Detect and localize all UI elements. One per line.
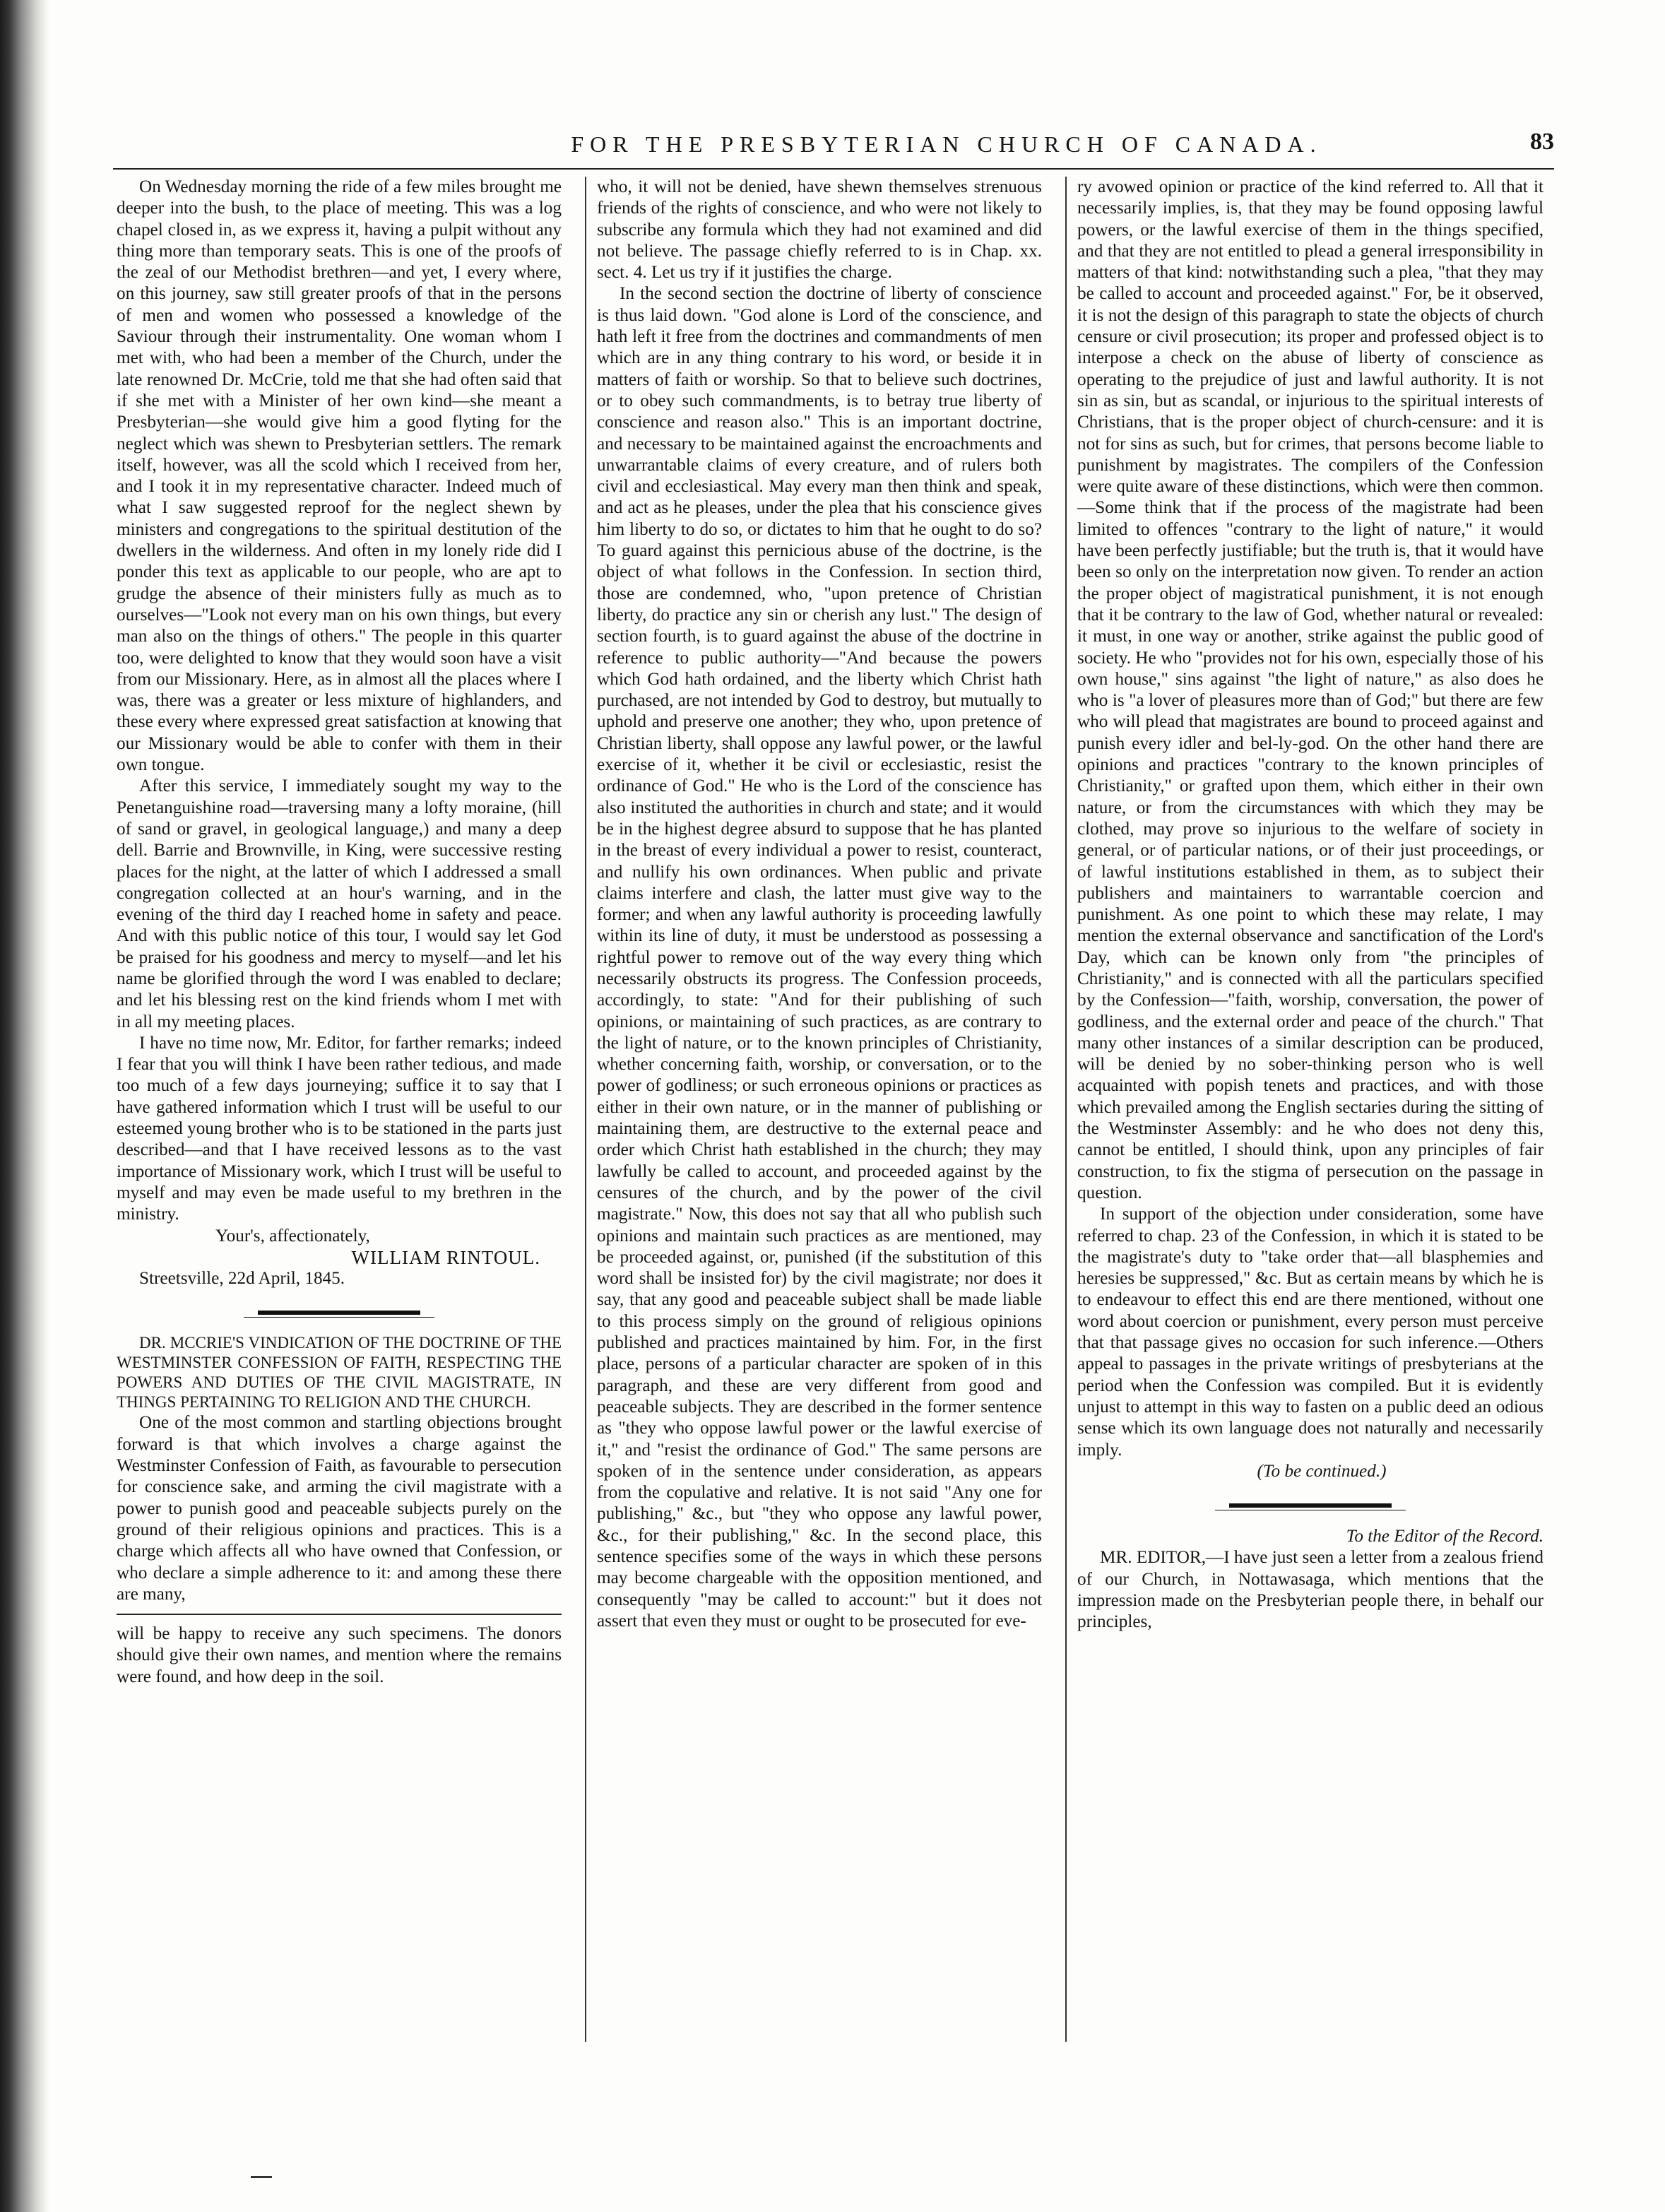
letter-heading: To the Editor of the Record.: [1346, 1527, 1543, 1546]
page-number: 83: [1530, 129, 1554, 155]
header-rule: [113, 168, 1554, 170]
paragraph: In support of the objection under consideration, some have referred to chap. 23 of the Confession, in which it is stated to be the magistrate's duty to "take order that—all blasphemies and heresies be suppressed," &c. But as certain means by which he is to endeavour to effect this end are there mentioned, without one word about coercion or punishment, every person must perceive that that passage gives no occasion for such inference.—Others appeal to passages in the private writings of presbyterians at the period when the Confession was compiled. But it is evidently unjust to attempt in this way to fasten on a public deed an odious sense which its own language does not naturally and necessarily imply.: [1077, 1205, 1543, 1460]
column-divider: [585, 177, 586, 2042]
signature: WILLIAM RINTOUL.: [351, 1246, 540, 1268]
print-mark: [251, 2176, 272, 2178]
column-divider: [1065, 177, 1067, 2042]
salutation: Your's, affectionately,: [215, 1226, 370, 1246]
paragraph: On Wednesday morning the ride of a few miles brought me deeper into the bush, to the place of meeting. This was a log chapel closed in, as we express it, having a pulpit without any thing more than temporary seats. This is one of the proofs of the zeal of our Methodist brethren—and yet, I every where, on this journey, saw still greater proofs of that in the persons of men and women who possessed a knowledge of the Saviour through their instrumentality. One woman whom I met with, who had been a member of the Church, under the late renowned Dr. McCrie, told me that she had often said that if she met with a Minister of her own kind—she meant a Presbyterian—she would give him a good flyting for the neglect which was shewn to Presbyterian settlers. The remark itself, however, was all the scold which I received from her, and I took it in my representative character. Indeed much of what I saw suggested reproof for the neglect shewn by ministers and congregations to the spiritual destitution of the dwellers in the wilderness. And often in my lonely ride did I ponder this text as applicable to our people, who are apt to grudge the absence of their ministers fully as much as to ourselves—"Look not every man on his own things, but every man also on the things of others." The people in this quarter too, were delighted to know that they would soon have a visit from our Missionary. Here, as in almost all the places where I was, there was a greater or less mixture of highlanders, and these every where expressed great satisfaction at knowing that our Missionary would be able to confer with them in their own tongue.: [117, 177, 562, 775]
paragraph: After this service, I immediately sought my way to the Penetanguishine road—traversing many a lofty moraine, (hill of sand or gravel, in geological language,) and many a deep dell. Barrie and Brownville, in King, were successive resting places for the night, at the latter of which I addressed a small congregation collected at an hour's warning, and in the evening of the third day I reached home in safety and peace. And with this public notice of this tour, I would say let God be praised for his goodness and mercy to myself—and let his name be glorified through the word I was enabled to declare; and let his blessing rest on the kind friends whom I met with in all my meeting places.: [117, 776, 562, 1031]
paragraph: I have no time now, Mr. Editor, for farther remarks; indeed I fear that you will think I have been rather tedious, and made too much of a few days journeying; suffice it to say that I have gathered information which I trust will be useful to our esteemed young brother who is to be stationed in the parts just described—and that I have received lessons as to the vast importance of Missionary work, which I trust will be useful to myself and may even be made useful to my brethren in the ministry.: [117, 1033, 562, 1224]
section-divider: [1229, 1503, 1392, 1508]
paragraph: MR. EDITOR,—I have just seen a letter from a zealous friend of our Church, in Nottawasaga, which mentions that the impression made on the Presbyterian people there, in behalf our principles,: [1077, 1548, 1543, 1632]
to-be-continued: (To be continued.): [1257, 1461, 1387, 1481]
page-binding-edge: [0, 0, 49, 2212]
footnote-rule: [117, 1614, 562, 1615]
footnote: will be happy to receive any such specimens. The donors should give their own names, and mention where the remains were found, and how deep in the soil.: [117, 1624, 562, 1686]
place-date: Streetsville, 22d April, 1845.: [139, 1269, 345, 1289]
section-divider: [258, 1311, 420, 1315]
paragraph: who, it will not be denied, have shewn themselves strenuous friends of the rights of conscience, and who were not likely to subscribe any formula which they had not examined and did not believe. The passage chiefly referred to is in Chap. xx. sect. 4. Let us try if it justifies the charge.: [597, 177, 1042, 283]
column-2: [597, 177, 1042, 2035]
article-heading: DR. MCCRIE'S VINDICATION OF THE DOCTRINE OF THE WESTMINSTER CONFESSION OF FAITH, RESPECTING THE POWERS AND DUTIES OF THE CIVIL MAGISTRATE, IN THINGS PERTAINING TO RELIGION AND THE CHURCH.: [117, 1334, 562, 1412]
letter-signature-block: [117, 1226, 562, 1290]
paragraph: One of the most common and startling objections brought forward is that which involves a charge against the Westminster Confession of Faith, as favourable to persecution for conscience sake, and arming the civil magistrate with a power to punish good and peaceable subjects purely on the ground of their religious opinions and practices. This is a charge which affects all who have owned that Confession, or who declare a simple adherence to it: and among these there are many,: [117, 1413, 562, 1604]
running-header: [396, 131, 1554, 160]
paragraph: In the second section the doctrine of liberty of conscience is thus laid down. "God alone is Lord of the conscience, and hath left it free from the doctrines and commandments of men which are in any thing contrary to his word, or beside it in matters of faith or worship. So that to believe such doctrines, or to obey such commandments, is to betray true liberty of conscience and reason also." This is an important doctrine, and necessary to be maintained against the encroachments and unwarrantable claims of every creature, and of rulers both civil and ecclesiastical. May every man then think and speak, and act as he pleases, under the plea that his conscience gives him liberty to do so, or dictates to him that he ought to do so? To guard against this pernicious abuse of the doctrine, is the object of what follows in the Confession. In section third, those are condemned, who, "upon pretence of Christian liberty, do practice any sin or cherish any lust." The design of section fourth, is to guard against the abuse of the doctrine in reference to public authority—"And because the powers which God hath ordained, and the liberty which Christ hath purchased, are not intended by God to destroy, but mutually to uphold and preserve one another; they who, upon pretence of Christian liberty, shall oppose any lawful power, or the lawful exercise of it, whether it be civil or ecclesiastic, resist the ordinance of God." He who is the Lord of the conscience has also instituted the authorities in church and state; and it would be in the highest degree absurd to suppose that he has planted in the breast of every individual a power to resist, counteract, and nullify his own ordinances. When public and private claims interfere and clash, the latter must give way to the former; and when any lawful authority is proceeding lawfully within its line of duty, it must be understood as possessing a rightful power to remove out of the way every thing which necessarily obstructs its progress. The Confession proceeds, accordingly, to state: "And for their publishing of such opinions, or maintaining of such practices, as are contrary to the light of nature, or to the known principles of Christianity, whether concerning faith, worship, or conversation, or to the power of godliness; or such erroneous opinions or practices as either in their own nature, or in the manner of publishing or maintaining them, are destructive to the external peace and order which Christ hath established in the church; they may lawfully be called to account, and proceeded against by the censures of the church, and by the power of the civil magistrate." Now, this does not say that all who publish such opinions and maintain such practices as are mentioned, may be proceeded against, or, punished (if the substitution of this word shall be insisted for) by the civil magistrate; nor does it say, that any good and peaceable subject shall be made liable to this process simply on the ground of religious opinions published and practices maintained by him. For, in the first place, persons of a particular character are spoken of in this paragraph, and these are very different from good and peaceable subjects. They are described in the former sentence as "they who oppose lawful power or the lawful exercise of it," and "resist the ordinance of God." The same persons are spoken of in the sentence under consideration, as appears from the copulative and relative. It is not said "Any one for publishing," &c., but "they who oppose any lawful power, &c., for their publishing," &c. In the second place, this sentence specifies some of the ways in which these persons may become chargeable with the opposition mentioned, and consequently "may be called to account:" but it does not assert that even they must or ought to be prosecuted for eve-: [597, 284, 1042, 1631]
paragraph: ry avowed opinion or practice of the kind referred to. All that it necessarily implies, is, that they may be found opposing lawful powers, or the lawful exercise of them in the things specified, and that they are not entitled to plead a general irresponsibility in matters of that kind: notwithstanding such a plea, "that they may be called to account and proceeded against." For, be it observed, it is not the design of this paragraph to state the objects of church censure or civil prosecution; its proper and professed object is to interpose a check on the abuse of liberty of conscience as operating to the prejudice of just and lawful authority. It is not sin as sin, but as scandal, or injurious to the spiritual interests of Christians, that is the proper object of church-censure: and it is not for sins as such, but for crimes, that persons become liable to punishment by magistrates. The compilers of the Confession were quite aware of these distinctions, which were then common.—Some think that if the process of the magistrate had been limited to offences "contrary to the light of nature," it would have been perfectly justifiable; but the truth is, that it would have been so only on the interpretation now given. To render an action the proper object of magistratical punishment, it is not enough that it be contrary to the law of God, whether natural or revealed: it must, in one way or another, strike against the public good of society. He who "provides not for his own, especially those of his own house," sins against "the light of nature," as also does he who is "a lover of pleasures more than of God;" but there are few who will plead that magistrates are bound to proceed against and punish every idler and bel-ly-god. On the other hand there are opinions and practices "contrary to the known principles of Christianity," or grafted upon them, which either in their own nature, or from the circumstances with which they may be clothed, may prove so injurious to the welfare of society in general, or of particular nations, or of their just proceedings, or of lawful institutions established in them, as to subject their publishers and maintainers to warrantable coercion and punishment. As one point to which these may relate, I may mention the external observance and sanctification of the Lord's Day, which can be known only from "the principles of Christianity," and is connected with all the particulars specified by the Confession—"faith, worship, conversation, the power of godliness, and the external order and peace of the church." That many other instances of a similar description can be produced, will be denied by no sober-thinking person who is well acquainted with popish tenets and practices, and with those which prevailed among the English sectaries during the sitting of the Westminster Assembly: and he who does not deny this, cannot be entitled, I should think, upon any principles of fair construction, to fix the stigma of persecution on the passage in question.: [1077, 177, 1543, 1202]
column-3: [1077, 177, 1543, 2035]
column-1: [117, 177, 562, 1999]
running-title: FOR THE PRESBYTERIAN CHURCH OF CANADA.: [571, 131, 1322, 157]
